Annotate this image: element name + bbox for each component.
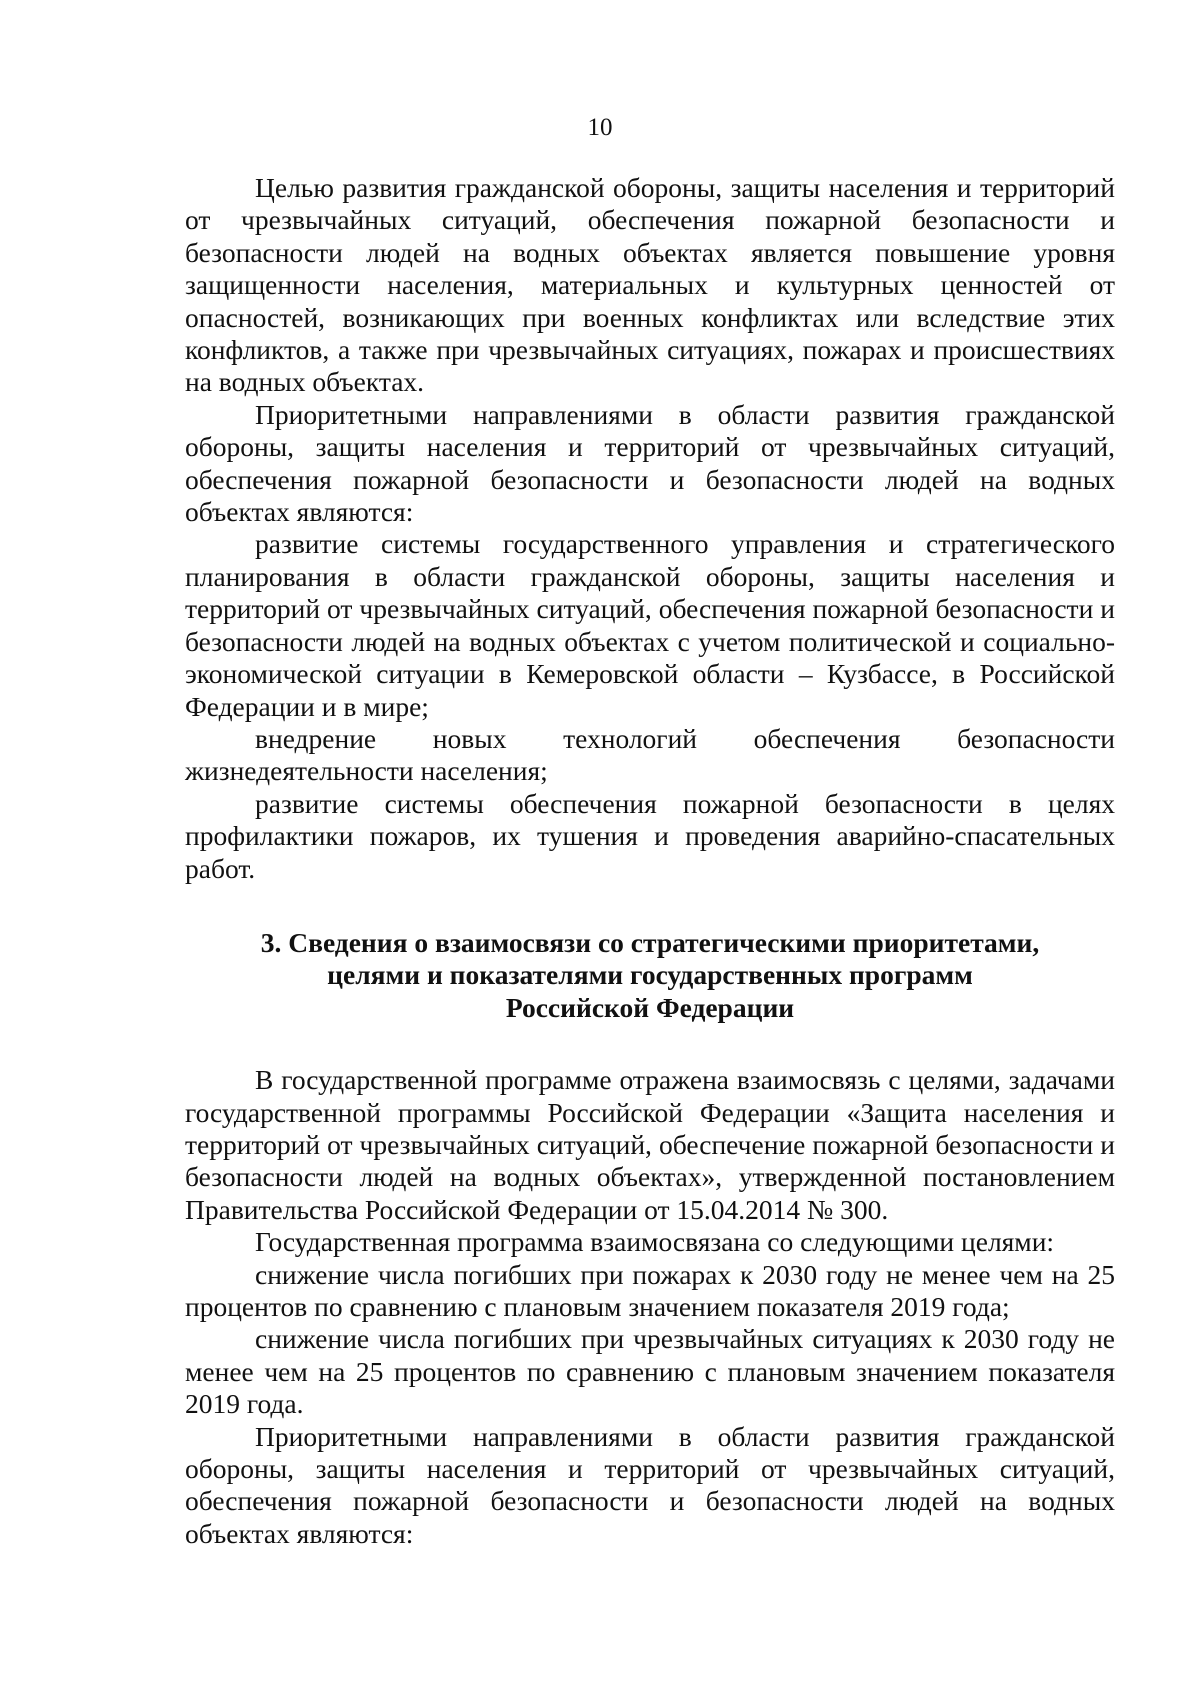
paragraph-priorities-repeat: Приоритетными направлениями в области развития гражданской обороны, защиты населения и территорий от чрезвычайных ситуаций, обеспечения пожарной безопасности и безопасности людей на водных объектах являются: (185, 1420, 1115, 1549)
paragraph-goal-fire-deaths: снижение числа погибших при пожарах к 2030 году не менее чем на 25 процентов по сравнению с плановым значением показателя 2019 года; (185, 1258, 1115, 1322)
section-heading-line-2: целями и показателями государственных программ (327, 959, 973, 991)
section-heading-line-3: Российской Федерации (505, 991, 795, 1023)
paragraph-goal: Целью развития гражданской обороны, защиты населения и территорий от чрезвычайных ситуаций, обеспечения пожарной безопасности и безопасности людей на водных объектах является повышение уровня защищенности населения, материальных и культурных ценностей от опасностей, возникающих при военных конфликтах или вследствие этих конфликтов, а также при чрезвычайных ситуациях, пожарах и происшествиях на водных объектах. (185, 172, 1115, 398)
paragraph-federal-link: В государственной программе отражена взаимосвязь с целями, задачами государственной программы Российской Федерации «Защита населения и территорий от чрезвычайных ситуаций, обеспечение пожарной безопасности и безопасности людей на водных объектах», утвержденной постановлением Правительства Российской Федерации от 15.04.2014 № 300. (185, 1064, 1115, 1225)
document-body (185, 172, 1115, 1550)
paragraph-goals-intro: Государственная программа взаимосвязана со следующими целями: (255, 1226, 1055, 1258)
paragraph-priorities-intro: Приоритетными направлениями в области развития гражданской обороны, защиты населения и территорий от чрезвычайных ситуаций, обеспечения пожарной безопасности и безопасности людей на водных объектах являются: (185, 398, 1115, 528)
section-heading-line-1: 3. Сведения о взаимосвязи со стратегическими приоритетами, (260, 926, 1040, 958)
section-heading (185, 927, 1115, 1024)
page-number: 10 (587, 114, 613, 141)
paragraph-priority-management: развитие системы государственного управления и стратегического планирования в области гражданской обороны, защиты населения и территорий от чрезвычайных ситуаций, обеспечения пожарной безопасности и безопасности людей на водных объектах с учетом политической и социально-экономической ситуации в Кемеровской области – Кузбассе, в Российской Федерации и в мире; (185, 528, 1115, 722)
paragraph-goal-emergency-deaths: снижение числа погибших при чрезвычайных ситуациях к 2030 году не менее чем на 25 процентов по сравнению с плановым значением показателя 2019 года. (185, 1323, 1115, 1420)
paragraph-priority-technologies: внедрение новых технологий обеспечения безопасности жизнедеятельности населения; (185, 722, 1115, 787)
paragraph-priority-fire-safety: развитие системы обеспечения пожарной безопасности в целях профилактики пожаров, их тушения и проведения аварийно-спасательных работ. (185, 787, 1115, 884)
